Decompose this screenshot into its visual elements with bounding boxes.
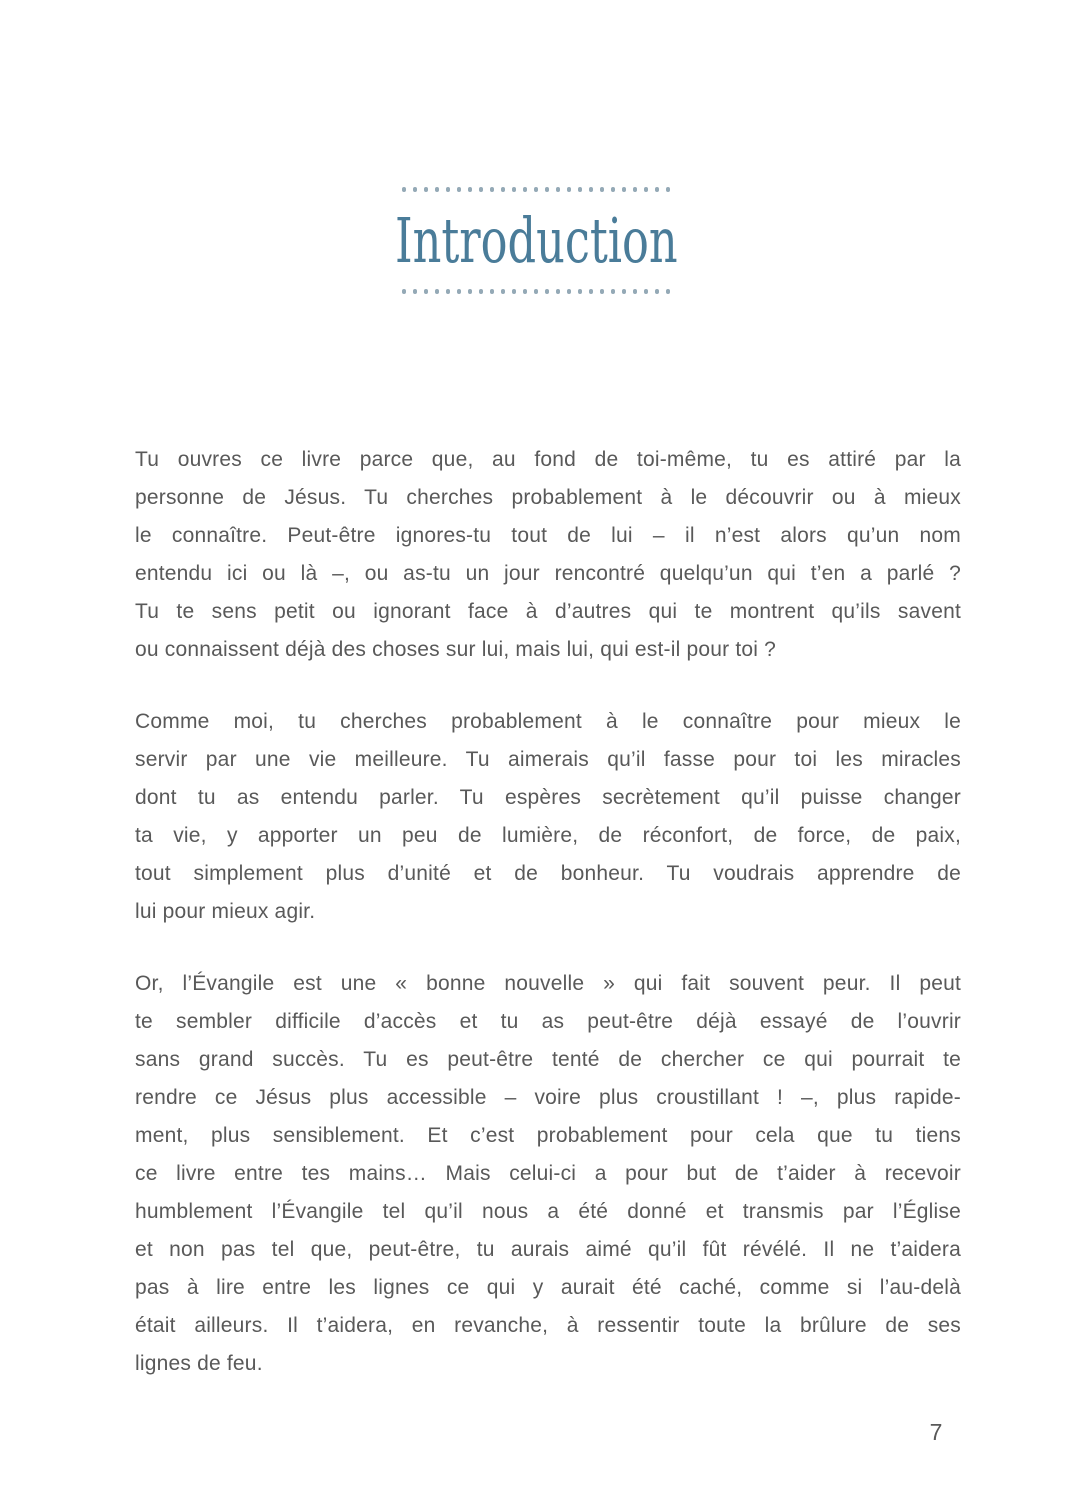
text-line: était ailleurs. Il t’aidera, en revanche, à ressentir toute la brûlure de ses — [135, 1314, 961, 1337]
decorative-dot — [633, 289, 638, 294]
decorative-dot — [468, 187, 473, 192]
text-line: rendre ce Jésus plus accessible – voire plus croustillant ! –, plus rapide- — [135, 1086, 961, 1109]
dotted-rule-top — [0, 187, 1072, 192]
decorative-dot — [446, 289, 451, 294]
decorative-dot — [435, 289, 440, 294]
decorative-dot — [644, 187, 649, 192]
text-line: ce livre entre tes mains… Mais celui-ci a pour but de t’aider à recevoir — [135, 1162, 961, 1185]
text-line: tout simplement plus d’unité et de bonheur. Tu voudrais apprendre de — [135, 862, 961, 885]
decorative-dot — [424, 187, 429, 192]
decorative-dot — [402, 187, 407, 192]
dotted-rule-bottom — [0, 289, 1072, 294]
text-line: Tu te sens petit ou ignorant face à d’autres qui te montrent qu’ils savent — [135, 600, 961, 623]
decorative-dot — [545, 289, 550, 294]
page-title: Introduction — [394, 204, 678, 277]
decorative-dot — [622, 289, 627, 294]
decorative-dot — [512, 187, 517, 192]
decorative-dot — [490, 289, 495, 294]
text-line: ou connaissent déjà des choses sur lui, mais lui, qui est-il pour toi ? — [135, 638, 777, 661]
decorative-dot — [501, 187, 506, 192]
text-line: lui pour mieux agir. — [135, 900, 316, 923]
page-number: 7 — [929, 1419, 943, 1445]
decorative-dot — [457, 187, 462, 192]
decorative-dot — [611, 187, 616, 192]
decorative-dot — [534, 289, 539, 294]
decorative-dot — [600, 289, 605, 294]
decorative-dot — [578, 187, 583, 192]
decorative-dot — [589, 187, 594, 192]
paragraph — [135, 965, 961, 1383]
text-line: Tu ouvres ce livre parce que, au fond de toi-même, tu es attiré par la — [135, 448, 961, 471]
decorative-dot — [534, 187, 539, 192]
decorative-dot — [457, 289, 462, 294]
decorative-dot — [589, 289, 594, 294]
body-text — [135, 441, 961, 1383]
text-line: le connaître. Peut-être ignores-tu tout de lui – il n’est alors qu’un nom — [135, 524, 961, 547]
text-line: te sembler difficile d’accès et tu as peut-être déjà essayé de l’ouvrir — [135, 1010, 961, 1033]
decorative-dot — [468, 289, 473, 294]
decorative-dot — [413, 187, 418, 192]
decorative-dot — [435, 187, 440, 192]
decorative-dot — [424, 289, 429, 294]
decorative-dot — [523, 187, 528, 192]
decorative-dot — [655, 289, 660, 294]
title-wrap — [0, 204, 1072, 277]
paragraph — [135, 703, 961, 931]
decorative-dot — [501, 289, 506, 294]
decorative-dot — [545, 187, 550, 192]
text-line: dont tu as entendu parler. Tu espères secrètement qu’il puisse changer — [135, 786, 961, 809]
decorative-dot — [567, 289, 572, 294]
text-line: pas à lire entre les lignes ce qui y aurait été caché, comme si l’au-delà — [135, 1276, 961, 1299]
decorative-dot — [523, 289, 528, 294]
decorative-dot — [556, 289, 561, 294]
decorative-dot — [556, 187, 561, 192]
decorative-dot — [622, 187, 627, 192]
decorative-dot — [611, 289, 616, 294]
decorative-dot — [666, 289, 671, 294]
text-line: sans grand succès. Tu es peut-être tenté de chercher ce qui pourrait te — [135, 1048, 961, 1071]
text-line: personne de Jésus. Tu cherches probablement à le découvrir ou à mieux — [135, 486, 961, 509]
text-line: servir par une vie meilleure. Tu aimerais qu’il fasse pour toi les miracles — [135, 748, 961, 771]
decorative-dot — [402, 289, 407, 294]
decorative-dot — [644, 289, 649, 294]
decorative-dot — [655, 187, 660, 192]
decorative-dot — [490, 187, 495, 192]
paragraph — [135, 441, 961, 669]
decorative-dot — [446, 187, 451, 192]
text-line: et non pas tel que, peut-être, tu aurais aimé qu’il fût révélé. Il ne t’aidera — [135, 1238, 961, 1261]
decorative-dot — [666, 187, 671, 192]
text-line: ment, plus sensiblement. Et c’est probablement pour cela que tu tiens — [135, 1124, 961, 1147]
decorative-dot — [633, 187, 638, 192]
decorative-dot — [479, 289, 484, 294]
text-line: ta vie, y apporter un peu de lumière, de réconfort, de force, de paix, — [135, 824, 961, 847]
text-line: Comme moi, tu cherches probablement à le connaître pour mieux le — [135, 710, 961, 733]
text-line: humblement l’Évangile tel qu’il nous a été donné et transmis par l’Église — [135, 1200, 961, 1223]
text-line: entendu ici ou là –, ou as-tu un jour rencontré quelqu’un qui t’en a parlé ? — [135, 562, 961, 585]
decorative-dot — [512, 289, 517, 294]
decorative-dot — [578, 289, 583, 294]
text-line: lignes de feu. — [135, 1352, 263, 1375]
decorative-dot — [479, 187, 484, 192]
text-line: Or, l’Évangile est une « bonne nouvelle » qui fait souvent peur. Il peut — [135, 972, 961, 995]
decorative-dot — [600, 187, 605, 192]
decorative-dot — [413, 289, 418, 294]
decorative-dot — [567, 187, 572, 192]
